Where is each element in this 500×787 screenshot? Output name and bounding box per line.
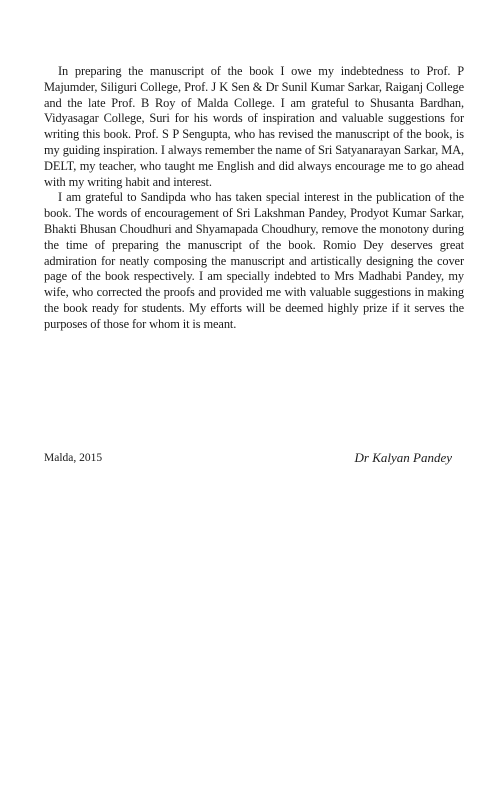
acknowledgement-body <box>44 64 464 333</box>
place-date: Malda, 2015 <box>44 452 103 464</box>
author-name: Dr Kalyan Pandey <box>354 450 452 465</box>
paragraph-2: I am grateful to Sandipda who has taken special interest in the publication of the book. The words of encouragement of Sri Lakshman Pandey, Prodyot Kumar Sarkar, Bhakti Bhusan Choudhuri and Shyamapada Choudhury, remove the monotony during the time of preparing the manuscript of the book. Romio Dey deserves great admiration for neatly composing the manuscript and artistically designing the cover page of the book respectively. I am specially indebted to Mrs Madhabi Pandey, my wife, who corrected the proofs and provided me with valuable suggestions in making the book ready for students. My efforts will be deemed highly prize if it serves the purposes of those for whom it is meant. <box>44 190 464 331</box>
signoff-line <box>44 450 464 470</box>
paragraph-1: In preparing the manuscript of the book I owe my indebtedness to Prof. P Majumder, Siliguri College, Prof. J K Sen & Dr Sunil Kumar Sarkar, Raiganj College and the late Prof. B Roy of Malda College. I am grateful to Shusanta Bardhan, Vidyasagar College, Suri for his words of inspiration and valuable suggestions for writing this book. Prof. S P Sengupta, who has revised the manuscript of the book, is my guiding inspiration. I always remember the name of Sri Satyanarayan Sarkar, MA, DELT, my teacher, who taught me English and did always encourage me to go ahead with my writing habit and interest. <box>44 64 464 189</box>
